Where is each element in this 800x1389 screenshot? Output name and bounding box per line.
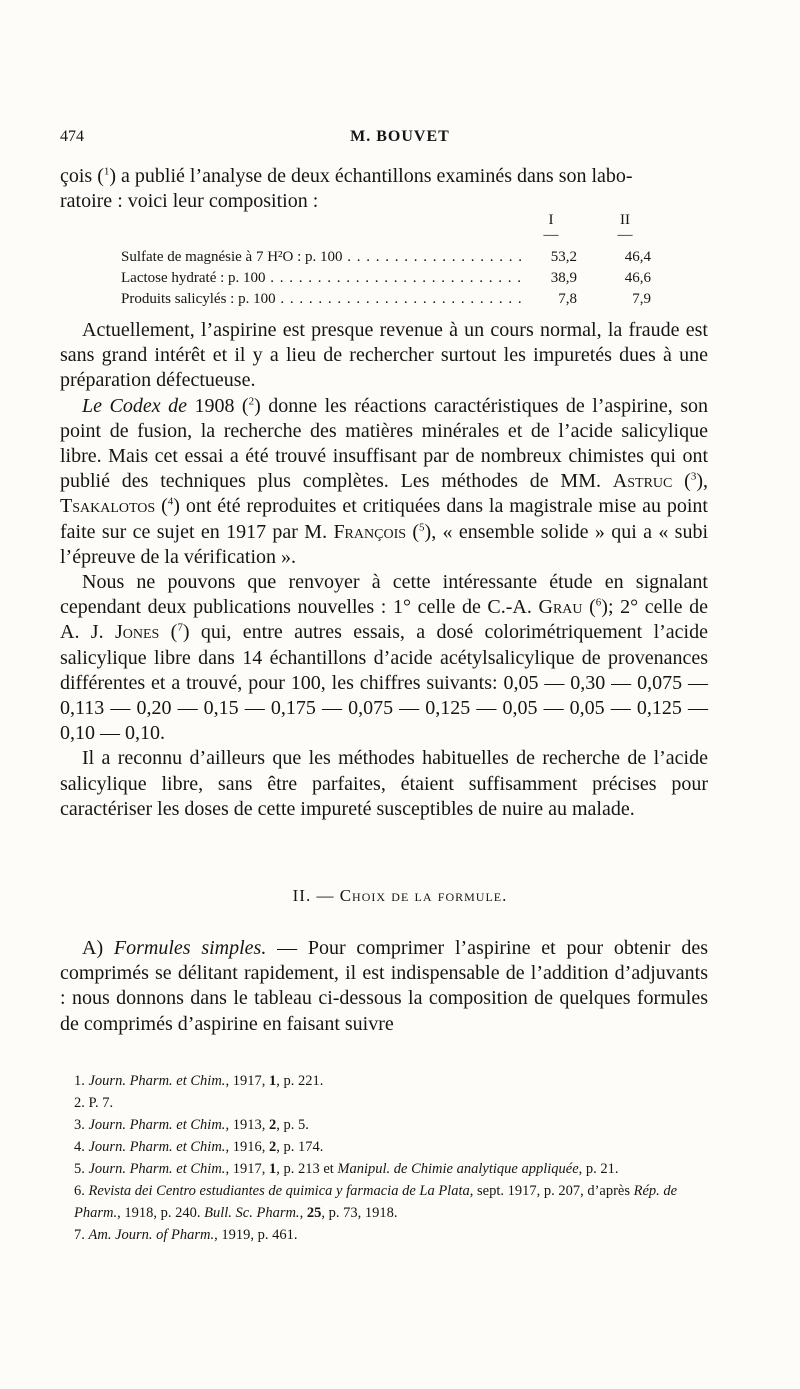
- row-value-i: 53,2: [550, 249, 577, 265]
- author-name: François: [333, 520, 407, 543]
- subsection-title: Formules simples.: [113, 937, 267, 959]
- table-row: [121, 247, 681, 268]
- row-label: Lactose hydraté : p. 100 . . .: [121, 268, 521, 289]
- page-number: 474: [60, 128, 84, 145]
- column-header-ii: II: [620, 212, 630, 228]
- footnote-ref: 1: [103, 165, 110, 178]
- footnote-ref: 4: [167, 495, 174, 508]
- running-header: [60, 128, 740, 154]
- author-name: Tsakalotos: [60, 495, 156, 518]
- intro-text-a: çois (: [60, 165, 104, 187]
- running-head-author: M. BOUVET: [350, 128, 450, 145]
- text-run: 1908 (: [186, 394, 249, 417]
- table-row: [121, 268, 681, 289]
- footnote-ref: 7: [177, 621, 183, 634]
- paragraph-2: Le Codex de 1908 ($^2$) donne les réactions caractéristiques de l’aspirine, son point de fusion, la recherche des matières minérales et de l’acide salicylique libre. Mais cet essai a été trouvé insuffisant par de nombreux chimistes qui ont publié des techniques plus complètes. Les méthodes de MM. Astruc ($^3$), Tsakalotos ($^4$) ont été reproduites et critiquées dans la magistrale mise au point faite sur ce sujet en 1917 par M. François ($^5$), « ensemble solide » qui a « subi l’épreuve de la vérification ».: [60, 394, 709, 568]
- subsection-label: A): [82, 937, 114, 959]
- footnote-ref: 5: [419, 520, 425, 533]
- intro-paragraph: [60, 164, 708, 214]
- footnote: 7. Am. Journ. of Pharm., 1919, p. 461.: [74, 1227, 298, 1243]
- body-paragraphs: [60, 318, 708, 822]
- paragraph-5: [60, 936, 708, 1037]
- row-value-ii: 46,6: [624, 270, 651, 286]
- row-value-ii: 46,4: [624, 249, 651, 265]
- footnote: 1. Journ. Pharm. et Chim., 1917, 1, p. 221.: [74, 1073, 324, 1089]
- footnote: 6. Revista dei Centro estudiantes de quimica y farmacia de La Plata, sept. 1917, p. 207, d’après Rép. de Pharm., 1918, p. 240. Bull. Sc. Pharm., 25, p. 73, 1918.: [74, 1183, 678, 1221]
- footnote: 3. Journ. Pharm. et Chim., 1913, 2, p. 5.: [74, 1117, 309, 1133]
- table-row: [121, 289, 681, 310]
- row-label: Sulfate de magnésie à 7 H²O : p. 100 . . .: [121, 247, 521, 268]
- table-header-row: [121, 210, 681, 231]
- section-numeral: II. —: [292, 886, 340, 905]
- paragraph-1: Actuellement, l’aspirine est presque revenue à un cours normal, la fraude est sans grand intérêt et il y a lieu de rechercher surtout les impuretés dues à une préparation défectueuse.: [60, 319, 708, 392]
- author-name: Jones: [114, 621, 160, 644]
- section-title: Choix de la formule.: [339, 886, 508, 905]
- row-value-ii: 7,9: [632, 291, 651, 307]
- text-run: ; 2° celle de A. J.: [60, 596, 708, 644]
- footnote: 4. Journ. Pharm. et Chim., 1916, 2, p. 174.: [74, 1139, 324, 1155]
- text-run: ) donne les réactions caractéristiques de l’aspirine, son point de fusion, la recherche des matières minérales et de l’acide salicylique libre. Mais cet essai a été trouvé insuffisant par de nombreux chimistes qui ont publié des techniques plus complètes. Les méthodes de MM.: [60, 394, 708, 493]
- footnote-ref: 2: [248, 394, 255, 407]
- text-run: — Pour comprimer l’aspirine et pour obtenir des comprimés se délitant rapidement, il est indispensable de l’addition d’adjuvants : nous donnons dans le tableau ci-dessous la composition de quelques formules de comprimés d’aspirine en faisant suivre: [60, 937, 708, 1035]
- intro-text-b: ) a publié l’analyse de deux échantillons examinés dans son labo-: [109, 165, 633, 187]
- author-name: Grau: [538, 596, 583, 619]
- composition-table: [121, 210, 681, 310]
- intro-text-line2: ratoire : voici leur composition :: [60, 190, 319, 213]
- codex-title: Le Codex de: [82, 394, 187, 417]
- footnote-ref: 6: [595, 596, 602, 609]
- row-value-i: 38,9: [550, 270, 577, 286]
- author-name: Astruc: [612, 470, 673, 493]
- footnote-ref: 3: [690, 470, 697, 483]
- paragraph-4: Il a reconnu d’ailleurs que les méthodes habituelles de recherche de l’acide salicylique libre, sans être parfaites, étaient suffisamment précises pour caractériser les doses de cette impureté susceptibles de nuire au malade.: [60, 747, 708, 820]
- footnote: 2. P. 7.: [74, 1095, 114, 1111]
- row-label: Produits salicylés : p. 100 . . .: [121, 289, 521, 310]
- footnotes: [74, 1070, 714, 1246]
- text-run: Nous ne pouvons que renvoyer à cette intéressante étude en signalant cependant deux publications nouvelles : 1° celle de C.-A.: [60, 571, 708, 619]
- paragraph-5-block: [60, 936, 708, 1037]
- table-header-dashes: — —: [543, 227, 633, 243]
- row-value-i: 7,8: [558, 291, 577, 307]
- text-run: qui, entre autres essais, a dosé colorimétriquement l’acide salicylique libre dans 14 échantillons d’acide acétylsalicylique de provenances différentes et a trouvé, pour 100, les chiffres suivants: 0,05 — 0,30 — 0,075 — 0,113 — 0,20 — 0,15 — 0,175 — 0,075 — 0,125 — 0,05 — 0,05 — 0,125 — 0,10 — 0,10.: [60, 621, 708, 745]
- footnote: 5. Journ. Pharm. et Chim., 1917, 1, p. 213 et Manipul. de Chimie analytique appliquée, p. 21.: [74, 1161, 619, 1177]
- paragraph-3: Nous ne pouvons que renvoyer à cette intéressante étude en signalant cependant deux publications nouvelles : 1° celle de C.-A. Grau ($^6$); 2° celle de A. J. Jones ($^7$) qui, entre autres essais, a dosé colorimétriquement l’acide salicylique libre dans 14 échantillons d’acide acétylsalicylique de provenances différentes et a trouvé, pour 100, les chiffres suivants: 0,05 — 0,30 — 0,075 — 0,113 — 0,20 — 0,15 — 0,175 — 0,075 — 0,125 — 0,05 — 0,05 — 0,125 — 0,10 — 0,10.: [60, 571, 708, 745]
- section-heading: [60, 886, 740, 906]
- text-run: , « ensemble solide » qui a « subi l’épreuve de la vérification ».: [60, 520, 709, 568]
- column-header-i: I: [548, 212, 554, 228]
- text-run: ont été reproduites et critiquées dans la magistrale mise au point faite sur ce sujet en 1917 par M.: [60, 495, 708, 543]
